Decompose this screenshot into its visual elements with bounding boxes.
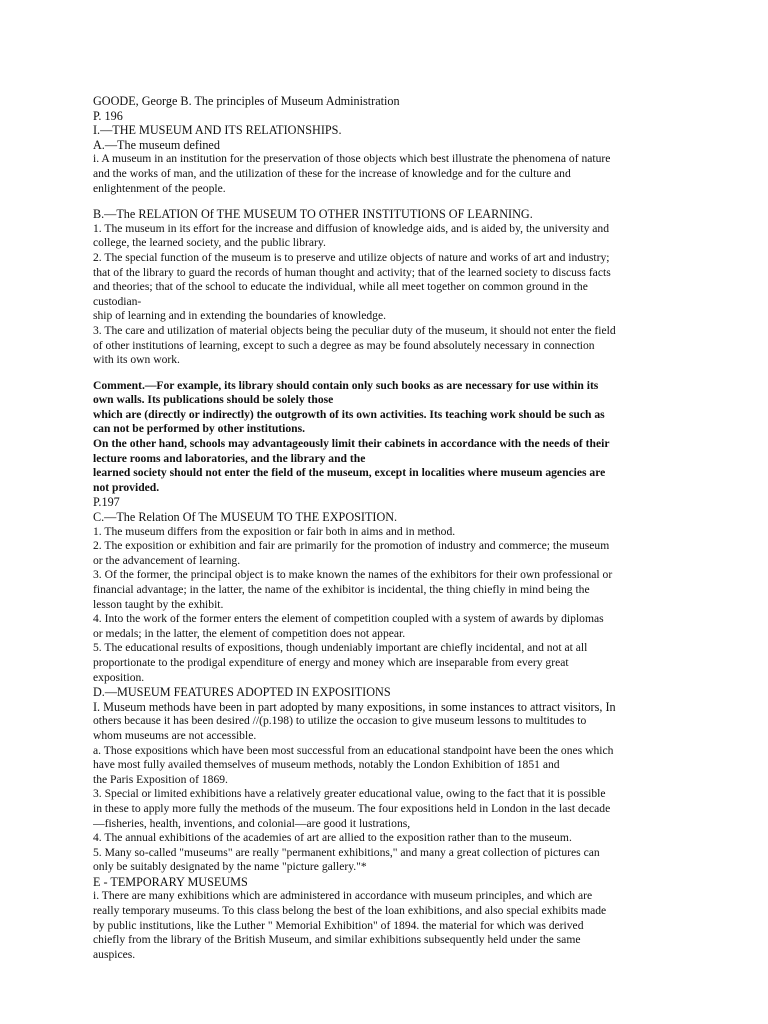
text-line: Comment.—For example, its library should contain only such books as are necessary for use within its	[93, 378, 599, 392]
text-line: with its own work.	[93, 353, 180, 367]
text-line: 2. The exposition or exhibition and fair are primarily for the promotion of industry and commerce; the museum	[93, 539, 610, 553]
text-line: 5. The educational results of expositions, though undeniably important are chiefly incidental, and not at all	[93, 641, 588, 655]
text-line: enlightenment of the people.	[93, 181, 226, 195]
text-line: 1. The museum differs from the exposition or fair both in aims and in method.	[93, 524, 456, 538]
text-line: the Paris Exposition of 1869.	[93, 772, 228, 786]
text-line: or the advancement of learning.	[93, 553, 241, 567]
text-line: i. A museum in an institution for the preservation of those objects which best illustrate the phenomena of nature	[93, 152, 611, 166]
document-text	[93, 94, 688, 962]
text-line: 4. Into the work of the former enters the element of competition coupled with a system of awards by diplomas	[93, 612, 604, 626]
text-line: P.197	[93, 495, 120, 510]
text-line: E - TEMPORARY MUSEUMS	[93, 874, 248, 889]
text-line: others because it has been desired //(p.198) to utilize the occasion to give museum lessons to multitudes to	[93, 714, 587, 728]
text-line: i. There are many exhibitions which are administered in accordance with museum principles, and which are	[93, 889, 593, 903]
text-line: 2. The special function of the museum is to preserve and utilize objects of nature and works of art and industry;	[93, 250, 610, 264]
text-line: financial advantage; in the latter, the name of the exhibitor is incidental, the thing chiefly in mind being the	[93, 583, 590, 596]
text-line: really temporary museums. To this class belong the best of the loan exhibitions, and also special exhibits made	[93, 904, 607, 918]
paragraph-gap	[93, 196, 688, 207]
text-line: 5. Many so-called "museums" are really "permanent exhibitions," and many a great collection of pictures can	[93, 845, 600, 859]
text-line: —fisheries, health, inventions, and colonial—are good it lustrations,	[93, 816, 411, 830]
text-line: and the works of man, and the utilization of these for the increase of knowledge and for the culture and	[93, 166, 571, 180]
text-line: 3. Special or limited exhibitions have a relatively greater educational value, owing to the fact that it is possible	[93, 787, 606, 801]
text-line: I.—THE MUSEUM AND ITS RELATIONSHIPS.	[93, 123, 342, 138]
text-line: P. 196	[93, 108, 123, 123]
text-line: 4. The annual exhibitions of the academies of art are allied to the exposition rather than to the museum.	[93, 831, 572, 845]
text-line: by public institutions, like the Luther " Memorial Exhibition" of 1894. the material for which was derived	[93, 918, 584, 932]
text-line: proportionate to the prodigal expenditure of energy and money which are inseparable from every great	[93, 655, 569, 669]
text-line: only be suitably designated by the name "picture gallery."*	[93, 860, 367, 874]
text-line: have most fully availed themselves of museum methods, notably the London Exhibition of 1851 and	[93, 758, 560, 772]
text-line: custodian-	[93, 294, 142, 308]
text-line: in these to apply more fully the methods of the museum. The four expositions held in London in the last decade	[93, 801, 611, 815]
text-line: GOODE, George B. The principles of Museum Administration	[93, 94, 400, 108]
text-line: a. Those expositions which have been most successful from an educational standpoint have been the ones which	[93, 743, 614, 757]
text-line: own walls. Its publications should be solely those	[93, 393, 334, 407]
text-line: B.—The RELATION Of THE MUSEUM TO OTHER INSTITUTIONS OF LEARNING.	[93, 207, 533, 222]
text-line: chiefly from the library of the British Museum, and similar exhibitions subsequently held under the same	[93, 933, 581, 947]
text-line: On the other hand, schools may advantageously limit their cabinets in accordance with the needs of their	[93, 437, 610, 451]
text-line: of other institutions of learning, except to such a degree as may be found absolutely necessary in connection	[93, 338, 595, 352]
text-line: D.—MUSEUM FEATURES ADOPTED IN EXPOSITIONS	[93, 685, 391, 700]
text-line: learned society should not enter the field of the museum, except in localities where museum agencies are	[93, 466, 606, 480]
text-line: or medals; in the latter, the element of competition does not appear.	[93, 626, 406, 640]
text-line: lecture rooms and laboratories, and the library and the	[93, 451, 366, 465]
text-line: whom museums are not accessible.	[93, 728, 257, 742]
text-line: exposition.	[93, 670, 145, 684]
text-line: can not be performed by other institutions.	[93, 422, 306, 436]
text-line: 3. Of the former, the principal object is to make known the names of the exhibitors for their own professional or	[93, 568, 613, 582]
text-line: A.—The museum defined	[93, 137, 220, 152]
text-line: and theories; that of the school to educate the individual, while all meet together on common ground in the	[93, 280, 588, 294]
text-line: not provided.	[93, 480, 160, 494]
text-line: 3. The care and utilization of material objects being the peculiar duty of the museum, it should not enter the field	[93, 323, 616, 337]
paragraph-gap	[93, 368, 688, 379]
text-line: college, the learned society, and the public library.	[93, 236, 326, 250]
text-line: I. Museum methods have been in part adopted by many expositions, in some instances to attract visitors, In	[93, 699, 616, 714]
text-line: ship of learning and in extending the boundaries of knowledge.	[93, 309, 386, 323]
text-line: which are (directly or indirectly) the outgrowth of its own activities. Its teaching work should be such as	[93, 407, 605, 421]
text-line: that of the library to guard the records of human thought and activity; that of the learned society to discuss facts	[93, 265, 611, 279]
text-line: lesson taught by the exhibit.	[93, 597, 224, 611]
text-line: 1. The museum in its effort for the increase and diffusion of knowledge aids, and is aided by, the university and	[93, 221, 610, 235]
text-line: auspices.	[93, 947, 136, 961]
text-line: C.—The Relation Of The MUSEUM TO THE EXPOSITION.	[93, 510, 398, 525]
